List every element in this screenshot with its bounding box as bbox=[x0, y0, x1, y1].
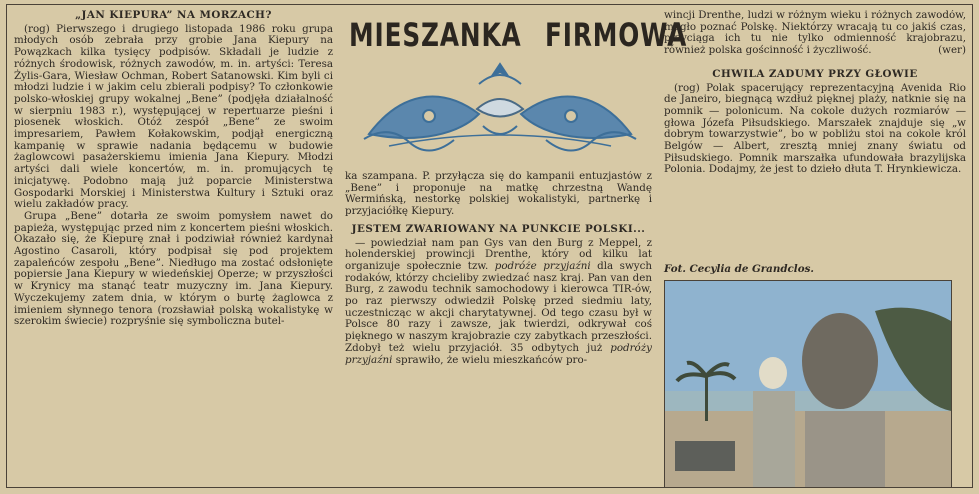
article-paragraph: — powiedział nam pan Gys van den Burg z Meppel, z holenderskiej prowincji Drenthe, który od kilku lat organizuje społecznie tzw. podróże przyjaźni dla swych rodaków, którzy chcieliby zwiedzać nasz kraj. Pan van den Burg, z zawodu technik samochodowy i kierowca TIR-ów, po raz pierwszy odwiedził Polskę przed siedmiu laty, uczestnicząc w akcji charytatywnej. Od tego czasu był w Polsce 80 razy i zawsze, jak twierdzi, odkrywał coś pięknego w naszym krajobrazie czy zabytkach przeszłości. Zdobył też wielu przyjaciół. 35 odbytych już podróży przyjaźni sprawiło, że wielu mieszkańców pro- bbox=[345, 236, 652, 366]
column-middle bbox=[345, 171, 652, 487]
section-masthead bbox=[345, 8, 688, 168]
article-heading-polska: JESTEM ZWARIOWANY NA PUNKCIE POLSKI... bbox=[351, 222, 646, 235]
article-paragraph: (rog) Polak spacerujący reprezentacyjną Avenida Rio de Janeiro, biegnącą wzdłuż pięknej plaży, natknie się na pomnik — polonicum. Na cokole dużych rozmiarów — głowa Józefa Piłsudskiego. Marszałek znajduje się „w dobrym towarzystwie”, bo w pobliżu stoi na cokole król Belgów — Albert, zresztą mniej znany światu od Piłsudskiego. Pomnik marszałka ufundowała brazylijska Polonia. Dodajmy, że jest to dzieło dłuta T. Hrynkiewicza. bbox=[664, 81, 966, 176]
ornament-illustration bbox=[359, 54, 641, 154]
masthead-word-firmowa: FIRMOWA bbox=[545, 16, 688, 54]
article-heading-kiepura: „JAN KIEPURA” NA MORZACH? bbox=[75, 10, 272, 21]
photo-monument bbox=[664, 280, 952, 488]
article-paragraph: wincji Drenthe, ludzi w różnym wieku i różnych zawodów, mogło poznać Polskę. Niektórzy wracają tu co jakiś czas, przyciąga ich tu nie tylko odmienność krajobrazu, również polska gościnność i życzliwość. (wer) bbox=[664, 10, 966, 57]
column-left bbox=[14, 10, 333, 488]
author-sign: (wer) bbox=[938, 44, 966, 57]
column-right bbox=[664, 10, 966, 280]
article-paragraph: (rog) Pierwszego i drugiego listopada 1986 roku grupa młodych osób zebrała przy grobie Jana Kiepury na Powązkach kilka tysięcy podpisów. Składali je ludzie z różnych środowisk, różnych zawodów, m. in. artyści: Teresa Żylis-Gara, Wiesław Ochman, Robert Satanowski. Kim byli ci młodzi ludzie i w jakim celu zbierali podpisy? To członkowie polsko-włoskiej grupy wokalnej „Bene” (podjęła działalność w sierpniu 1983 r.), występującej w repertuarze pieśni i piosenek włoskich. Otóż zespół „Bene” ze swoim impresariem, Pawłem Kołakowskim, podjął energiczną kampanię w sprawie nadania będącemu w budowie żaglowcowi pasażerskiemu imienia Jana Kiepury. Młodzi artyści dali wiele koncertów, m. in. promujących tę inicjatywę. Podobno mają już poparcie Ministerstwa Gospodarki Morskiej i Ministerstwa Kultury i Sztuki oraz wielu zakładów pracy. bbox=[14, 22, 333, 211]
masthead-word-mieszanka: MIESZANKA bbox=[349, 16, 522, 54]
photo-caption: Fot. Cecylia de Grandclos. bbox=[664, 263, 814, 275]
article-heading-piłsudski: CHWILA ZADUMY PRZY GŁOWIE bbox=[712, 67, 918, 80]
article-paragraph: Grupa „Bene” dotarła ze swoim pomysłem nawet do papieża, występując przed nim z koncertem pieśni włoskich. Okazało się, że Kiepurę znał i podziwiał również kardynał Agostino Casaroli, który podpisał się pod projektem zapaleńców zespołu „Bene”. Niedługo ma zostać odsłonięte popiersie Jana Kiepury w wiedeńskiej Operze; w przyszłości w Krynicy ma stanąć teatr muzyczny im. Jana Kiepury. Wyczekujemy zatem dnia, w którym o burtę żaglowca z imieniem słynnego tenora (rozsławiał polską wokalistykę w szerokim świecie) rozpryśnie się symboliczna butel- bbox=[14, 209, 333, 328]
article-paragraph: ka szampana. P. przyłącza się do kampanii entuzjastów z „Bene” i proponuje na matkę chrzestną Wandę Wermińską, nestorkę polskiej wokalistyki, partnerkę i przyjaciółkę Kiepury. bbox=[345, 171, 652, 218]
